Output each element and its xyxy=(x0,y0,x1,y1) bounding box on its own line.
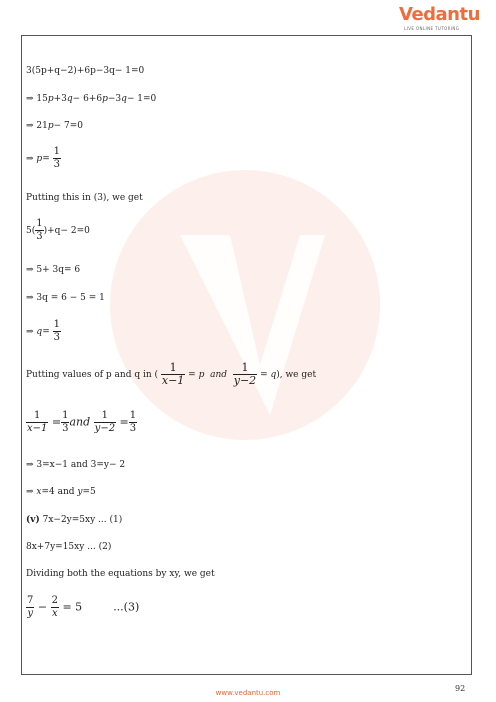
equation-3-line: $\frac{7}{y}$ − $\frac{2}{x}$ = 5 ...(3) xyxy=(27,595,140,619)
vedantu-watermark xyxy=(110,140,380,470)
part-v-label: (v) xyxy=(26,515,40,525)
website-link[interactable]: www.vedantu.com xyxy=(215,689,281,697)
fraction-1-over-x-minus-1: $\frac{1}{x-1}$ xyxy=(161,361,185,387)
step-line-8: ⇒ q= $\frac{1}{3}$ xyxy=(26,319,60,343)
fraction-one-third: $\frac{1}{3}$ xyxy=(36,218,43,242)
equation-ref-3: ...(3) xyxy=(113,600,140,614)
vedantu-logo[interactable] xyxy=(399,4,480,34)
fraction-1-over-y-minus-2: $\frac{1}{y-2}$ xyxy=(233,361,257,387)
step-line-9: $\frac{1}{x-1}$ = $\frac{1}{3}$ and $\frac{1}{y-2}$ = $\frac{1}{3}$ xyxy=(27,410,137,434)
putting-values-line: Putting values of p and q in ( $\frac{1}{x-1}$ = p and $\frac{1}{y-2}$ = q), we get xyxy=(26,361,317,387)
part-v-line: (v) 7x−2y=5xy ... (1) xyxy=(26,515,123,525)
step-line-1: 3(5p+q−2)+6p−3q− 1=0 xyxy=(26,66,145,76)
step-line-7: ⇒ 3q = 6 − 5 = 1 xyxy=(26,293,105,303)
fraction-1-over-y-minus-2: $\frac{1}{y-2}$ xyxy=(94,410,116,434)
step-line-10: ⇒ 3=x−1 and 3=y− 2 xyxy=(26,460,126,470)
step-line-5: 5( $\frac{1}{3}$ )+q− 2=0 xyxy=(26,218,90,242)
step-line-3: ⇒ 21p− 7=0 xyxy=(26,121,84,131)
putting-this-text: Putting this in (3), we get xyxy=(26,193,143,203)
dividing-text: Dividing both the equations by xy, we get xyxy=(26,569,215,579)
step-line-6: ⇒ 5+ 3q= 6 xyxy=(26,265,81,275)
fraction-one-third: $\frac{1}{3}$ xyxy=(62,410,69,434)
fraction-one-third: $\frac{1}{3}$ xyxy=(129,410,137,434)
fraction-one-third: $\frac{1}{3}$ xyxy=(53,146,60,170)
fraction-7-over-y: $\frac{7}{y}$ xyxy=(27,595,34,619)
equation-2-line: 8x+7y=15xy ... (2) xyxy=(26,542,112,552)
fraction-2-over-x: $\frac{2}{x}$ xyxy=(51,595,58,619)
step-line-2: ⇒ 15p+3q− 6+6p−3q− 1=0 xyxy=(26,94,157,104)
page-number: 92 xyxy=(455,684,466,693)
step-line-4: ⇒ p= $\frac{1}{3}$ xyxy=(26,146,60,170)
fraction-1-over-x-minus-1: $\frac{1}{x-1}$ xyxy=(27,410,48,434)
fraction-one-third: $\frac{1}{3}$ xyxy=(53,319,60,343)
step-line-11: ⇒ x=4 and y=5 xyxy=(26,487,96,497)
logo-tagline: LIVE ONLINE TUTORING xyxy=(404,26,460,31)
logo-wordmark: Vedantu xyxy=(399,4,480,25)
